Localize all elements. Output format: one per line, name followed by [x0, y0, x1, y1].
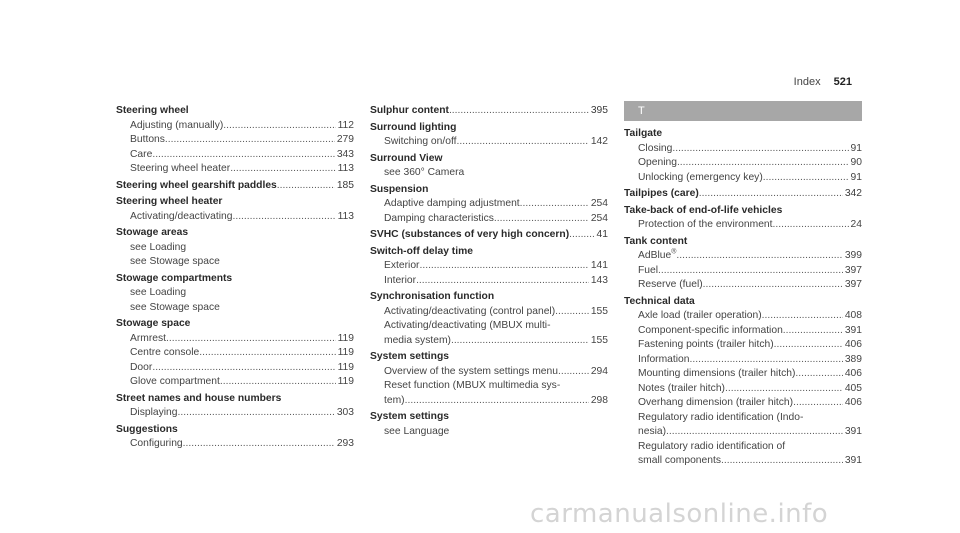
leader-dots	[762, 309, 843, 324]
subentry-label	[130, 241, 186, 256]
subentry-label	[130, 406, 178, 421]
entry-heading: System settings	[370, 351, 449, 362]
subentry-label	[638, 156, 677, 171]
index-column-3	[624, 101, 862, 471]
subentry[interactable]	[370, 305, 608, 320]
subentry	[370, 166, 608, 181]
entry-heading: Steering wheel	[116, 105, 189, 116]
subentry-text: see Language	[384, 425, 450, 437]
leader-dots	[672, 142, 848, 157]
subentry-text: Opening	[638, 157, 677, 168]
subentry-text: Protection of the environment	[638, 219, 773, 230]
subentry-text: Steering wheel heater	[130, 163, 231, 174]
page-ref: 408	[844, 310, 862, 321]
index-entry	[116, 226, 354, 270]
subentry[interactable]	[624, 142, 862, 157]
subentry[interactable]	[116, 133, 354, 148]
subentry[interactable]	[624, 324, 862, 339]
entry-heading: SVHC (substances of very high concern)	[370, 229, 570, 240]
subentry-label	[638, 171, 763, 186]
leader-dots	[774, 338, 843, 353]
leader-dots	[793, 396, 843, 411]
page-ref: 113	[337, 210, 354, 222]
entry-heading: Take-back of end-of-life vehicles	[624, 204, 783, 216]
subentry-label-continued: nesia)	[638, 426, 667, 437]
page-ref: 24	[850, 219, 862, 230]
entry-heading-row[interactable]	[370, 228, 608, 243]
subentry-text: Mounting dimensions (trailer hitch)	[638, 368, 796, 379]
page-ref: 397	[844, 264, 862, 276]
subentry-label: Reset function (MBUX multimedia sys-	[384, 380, 561, 391]
leader-dots	[183, 437, 335, 452]
subentry[interactable]	[370, 259, 608, 274]
index-entry	[624, 204, 862, 233]
subentry-label	[130, 346, 199, 361]
subentry[interactable]	[116, 148, 354, 163]
subentry-label	[638, 367, 795, 382]
subentry-text: Interior	[384, 274, 417, 286]
subentry-label	[130, 375, 220, 390]
leader-dots	[223, 119, 335, 134]
leader-dots	[555, 305, 589, 320]
leader-dots	[405, 394, 589, 409]
leader-dots	[419, 259, 588, 274]
entry-heading-row[interactable]	[116, 179, 354, 194]
leader-dots	[165, 133, 335, 148]
subentry-text: Component-specific information	[638, 324, 783, 336]
page-ref: 342	[844, 188, 862, 199]
page-ref: 119	[337, 332, 354, 344]
page-ref: 397	[844, 279, 862, 290]
subentry-label	[130, 119, 223, 134]
subentry-label	[130, 148, 152, 163]
leader-dots	[220, 375, 336, 390]
subentry-text: Activating/deactivating (control panel)	[384, 305, 556, 317]
subentry-label	[130, 361, 152, 376]
subentry[interactable]	[116, 375, 354, 390]
index-entry	[116, 104, 354, 177]
subentry[interactable]	[116, 332, 354, 347]
entry-heading-row	[116, 423, 354, 438]
page-ref: 406	[844, 368, 862, 379]
subentry-label	[384, 166, 464, 181]
page-ref: 406	[844, 397, 862, 408]
subentry[interactable]	[370, 212, 608, 227]
leader-dots	[666, 425, 843, 440]
subentry-label-continued: media system)	[384, 334, 451, 346]
subentry[interactable]	[624, 338, 862, 353]
leader-dots	[690, 353, 843, 368]
entry-heading-row	[624, 127, 862, 142]
subentry[interactable]	[624, 156, 862, 171]
subentry-label	[638, 278, 703, 293]
subentry-label-continued: small components	[638, 455, 721, 466]
subentry-label	[384, 274, 416, 289]
index-entry	[370, 183, 608, 227]
subentry[interactable]	[624, 454, 862, 469]
subentry-label	[638, 324, 783, 339]
subentry[interactable]	[624, 171, 862, 186]
index-entry	[624, 235, 862, 293]
subentry-text: Closing	[638, 142, 673, 154]
index-entry	[116, 195, 354, 224]
page-ref: 391	[844, 455, 862, 466]
entry-heading-row	[624, 295, 862, 310]
subentry-text: Fastening points (trailer hitch)	[638, 339, 774, 350]
subentry-text: see Loading	[130, 287, 187, 298]
subentry[interactable]	[624, 218, 862, 233]
subentry-text: Configuring	[130, 438, 183, 449]
subentry-label	[638, 249, 676, 264]
subentry-label	[384, 305, 555, 320]
index-column-2	[370, 104, 608, 441]
subentry-text: Overhang dimension (trailer hitch)	[638, 397, 794, 408]
entry-heading: Stowage areas	[116, 227, 189, 238]
page-ref: 142	[590, 136, 608, 147]
index-entry	[370, 121, 608, 150]
leader-dots	[230, 162, 335, 177]
index-entry	[370, 350, 608, 408]
subentry-text: Activating/deactivating	[130, 210, 233, 222]
entry-heading: Surround lighting	[370, 121, 457, 133]
entry-heading: Sulphur content	[370, 105, 449, 116]
subentry-text: Unlocking (emergency key)	[638, 171, 763, 183]
leader-dots	[451, 334, 589, 349]
leader-dots	[520, 197, 589, 212]
page-ref: 119	[337, 361, 354, 373]
subentry[interactable]	[370, 274, 608, 289]
subentry[interactable]	[624, 249, 862, 264]
entry-heading: Tailpipes (care)	[624, 188, 699, 199]
subentry-text: Buttons	[130, 134, 165, 145]
leader-dots	[152, 361, 335, 376]
entry-heading-row[interactable]	[370, 104, 608, 119]
leader-dots	[699, 187, 843, 202]
subentry-line	[370, 379, 608, 394]
subentry-label	[130, 255, 220, 270]
page-ref: 112	[337, 119, 354, 131]
subentry-label	[638, 353, 690, 368]
subentry-label	[638, 264, 658, 279]
subentry	[116, 301, 354, 316]
index-entry	[624, 127, 862, 185]
subentry-label	[384, 365, 558, 380]
index-entry	[370, 228, 608, 243]
entry-heading: Synchronisation function	[370, 291, 495, 302]
subentry[interactable]	[370, 135, 608, 150]
leader-dots	[449, 104, 589, 119]
subentry-text: Adaptive damping adjustment	[384, 198, 520, 209]
index-entry	[370, 410, 608, 439]
subentry[interactable]	[116, 346, 354, 361]
subentry[interactable]	[370, 365, 608, 380]
index-entry	[370, 104, 608, 119]
subentry-text: AdBlue	[638, 250, 672, 261]
entry-heading: Stowage space	[116, 318, 191, 329]
entry-heading-row	[624, 204, 862, 219]
index-entry	[370, 245, 608, 289]
index-entry	[624, 187, 862, 202]
section-title: Index	[793, 76, 821, 88]
entry-heading-row	[370, 183, 608, 198]
subentry-label	[130, 133, 165, 148]
page-ref: 113	[337, 163, 354, 174]
index-entry	[116, 423, 354, 452]
subentry-label	[384, 425, 449, 440]
leader-dots	[658, 264, 843, 279]
subentry[interactable]	[624, 264, 862, 279]
page-ref: 298	[590, 394, 608, 406]
entry-heading-row	[370, 350, 608, 365]
leader-dots	[152, 148, 334, 163]
subentry-text: Fuel	[638, 264, 659, 276]
page-ref: 254	[590, 212, 608, 224]
subentry-text: Damping characteristics	[384, 212, 494, 224]
leader-dots	[178, 406, 335, 421]
entry-heading-row	[116, 104, 354, 119]
page-ref: 155	[590, 305, 608, 317]
subentry-text: see Loading	[130, 241, 187, 253]
leader-dots	[199, 346, 335, 361]
entry-heading: Street names and house numbers	[116, 392, 282, 404]
index-entry	[116, 272, 354, 316]
index-entry	[370, 290, 608, 348]
page-ref: 41	[596, 229, 608, 240]
page-ref: 155	[590, 334, 608, 346]
subentry-text: Exterior	[384, 260, 420, 271]
page-ref: 254	[590, 198, 608, 209]
page-ref: 391	[844, 324, 862, 336]
entry-heading-row	[624, 235, 862, 250]
entry-heading: Steering wheel gearshift paddles	[116, 179, 277, 191]
leader-dots	[569, 228, 594, 243]
page-ref: 143	[590, 274, 608, 286]
subentry[interactable]	[624, 425, 862, 440]
subentry-text: Axle load (trailer operation)	[638, 310, 762, 321]
leader-dots	[166, 332, 336, 347]
entry-heading: Suggestions	[116, 423, 178, 435]
entry-heading: Technical data	[624, 295, 695, 307]
page-ref: 91	[850, 142, 862, 154]
subentry-text: see Stowage space	[130, 256, 220, 267]
subentry[interactable]	[116, 119, 354, 134]
subentry-text: Glove compartment	[130, 376, 220, 387]
index-entry	[624, 295, 862, 469]
subentry	[116, 286, 354, 301]
index-entry	[116, 179, 354, 194]
index-entry	[116, 317, 354, 390]
leader-dots	[677, 156, 849, 171]
subentry-label: Activating/deactivating (MBUX multi-	[384, 320, 551, 331]
leader-dots	[703, 278, 843, 293]
page-ref: 395	[590, 105, 608, 116]
page-ref: 303	[336, 407, 354, 418]
index-entry	[116, 392, 354, 421]
subentry-text: Adjusting (manually)	[130, 119, 224, 131]
entry-heading: Surround View	[370, 152, 443, 164]
subentry[interactable]	[116, 437, 354, 452]
subentry[interactable]	[370, 394, 608, 409]
entry-heading-row	[370, 121, 608, 136]
page-ref: 279	[336, 134, 354, 145]
entry-heading-row	[370, 410, 608, 425]
subentry[interactable]	[624, 353, 862, 368]
page-ref: 405	[844, 382, 862, 394]
entry-heading-row	[116, 317, 354, 332]
leader-dots	[232, 210, 335, 225]
subentry-label: Regulatory radio identification (Indo-	[638, 411, 804, 423]
entry-heading: Switch-off delay time	[370, 245, 473, 257]
subentry-line	[624, 411, 862, 426]
page-ref: 141	[590, 260, 608, 271]
letter-heading: T	[624, 101, 862, 121]
subentry[interactable]	[116, 162, 354, 177]
subentry-text: Centre console	[130, 347, 200, 358]
subentry-text: see Stowage space	[130, 301, 220, 313]
leader-dots	[494, 212, 589, 227]
page-ref: 185	[336, 179, 354, 191]
entry-heading: Stowage compartments	[116, 272, 233, 284]
leader-dots	[763, 171, 849, 186]
entry-heading: Tailgate	[624, 128, 663, 139]
page-number: 521	[833, 76, 852, 88]
subentry-label	[638, 382, 725, 397]
subentry	[116, 241, 354, 256]
page-ref: 119	[337, 347, 354, 358]
page-ref: 406	[844, 339, 862, 350]
leader-dots	[416, 274, 589, 289]
subentry-label	[130, 301, 220, 316]
subentry-label	[638, 338, 774, 353]
subentry[interactable]	[624, 309, 862, 324]
subentry-text: Armrest	[130, 332, 167, 344]
subentry[interactable]	[624, 367, 862, 382]
subentry-label	[638, 142, 672, 157]
subentry[interactable]	[116, 406, 354, 421]
subentry-text: Switching on/off	[384, 136, 457, 147]
entry-heading-row	[116, 272, 354, 287]
leader-dots	[725, 382, 843, 397]
subentry-label-continued: tem)	[384, 394, 405, 406]
page-ref: 343	[336, 148, 354, 160]
subentry-text: Reserve (fuel)	[638, 279, 703, 290]
watermark: carmanualsonline.info	[530, 499, 829, 529]
leader-dots	[277, 179, 335, 194]
entry-heading: Steering wheel heater	[116, 196, 223, 207]
subentry-label	[130, 437, 183, 452]
leader-dots	[558, 365, 589, 380]
leader-dots	[795, 367, 842, 382]
entry-heading: System settings	[370, 411, 449, 422]
subentry	[116, 255, 354, 270]
leader-dots	[721, 454, 843, 469]
subentry-label	[384, 135, 457, 150]
entry-heading: Suspension	[370, 183, 429, 195]
page-ref: 293	[336, 438, 354, 449]
subentry[interactable]	[624, 382, 862, 397]
entry-heading-row	[370, 152, 608, 167]
entry-heading-row	[116, 392, 354, 407]
entry-heading: Tank content	[624, 235, 688, 247]
entry-heading-row	[116, 226, 354, 241]
page-ref: 389	[844, 353, 862, 365]
leader-dots	[783, 324, 843, 339]
subentry[interactable]	[116, 361, 354, 376]
subentry-line	[370, 319, 608, 334]
subentry[interactable]	[116, 210, 354, 225]
subentry-label	[130, 332, 166, 347]
page-ref: 399	[844, 250, 862, 261]
subentry[interactable]	[370, 197, 608, 212]
page-ref: 294	[590, 365, 608, 377]
entry-heading-row[interactable]	[624, 187, 862, 202]
subentry[interactable]	[624, 278, 862, 293]
subentry-text: Care	[130, 148, 153, 160]
entry-heading-row	[116, 195, 354, 210]
page-ref: 119	[337, 376, 354, 387]
subentry-text: Notes (trailer hitch)	[638, 382, 725, 394]
subentry-line	[624, 440, 862, 455]
subentry-label: Regulatory radio identification of	[638, 440, 786, 452]
subentry-text: Overview of the system settings menu	[384, 365, 558, 377]
subentry-label	[384, 212, 494, 227]
subentry-text: Displaying	[130, 407, 178, 418]
leader-dots	[773, 218, 849, 233]
registered-mark: ®	[671, 248, 677, 256]
subentry-label	[130, 162, 230, 177]
subentry-label	[638, 218, 773, 233]
index-column-1	[116, 104, 354, 454]
subentry-label	[384, 259, 419, 274]
subentry-label	[638, 396, 793, 411]
entry-heading-row	[370, 290, 608, 305]
subentry-label	[130, 210, 232, 225]
subentry-label	[638, 309, 762, 324]
subentry-label	[384, 197, 520, 212]
subentry-text: Door	[130, 361, 153, 373]
subentry[interactable]	[370, 334, 608, 349]
subentry-label	[130, 286, 186, 301]
leader-dots	[676, 249, 842, 264]
page-ref: 391	[844, 426, 862, 437]
index-entry	[370, 152, 608, 181]
page-ref: 91	[850, 171, 862, 183]
page-header	[794, 76, 852, 88]
entry-heading-row	[370, 245, 608, 260]
leader-dots	[457, 135, 589, 150]
subentry[interactable]	[624, 396, 862, 411]
subentry-text: Information	[638, 353, 690, 365]
subentry	[370, 425, 608, 440]
page-ref: 90	[850, 157, 862, 168]
subentry-text: see 360° Camera	[384, 167, 465, 178]
